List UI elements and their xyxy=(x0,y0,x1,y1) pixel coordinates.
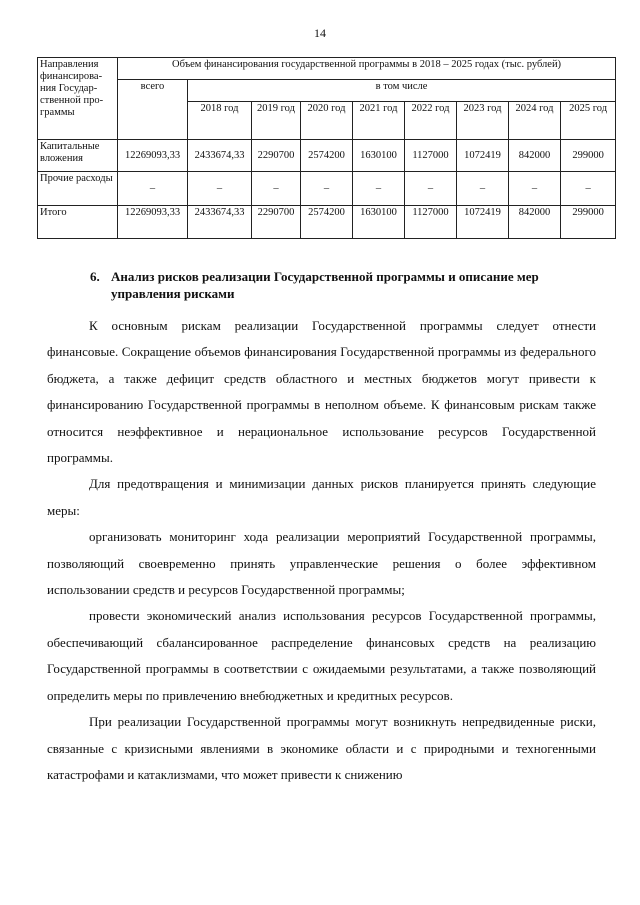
body-text xyxy=(47,313,596,788)
paragraph: К основным рискам реализации Государственной программы следует отнести финансовые. Сокращение объемов финансирования Государственной программы из федерального бюджета, а также дефицит средств областного и местных бюджетов могут привести к финансированию Государственной программы в неполном объеме. К финансовым рискам также относится неэффективное и нерациональное использование ресурсов Государственной программы. xyxy=(47,318,596,466)
table-cell: 2574200 xyxy=(301,140,353,172)
table-header-total: всего xyxy=(118,80,188,140)
financing-table xyxy=(37,57,616,239)
paragraph: организовать мониторинг хода реализации мероприятий Государственной программы, позволяющий своевременно принять управленческие решения о более эффективном использовании средств и ресурсов Государственной программы; xyxy=(47,529,596,598)
table-row xyxy=(38,140,616,172)
table-cell: – xyxy=(301,172,353,206)
table-header-year: 2021 год xyxy=(353,102,405,140)
table-cell: 299000 xyxy=(561,140,616,172)
table-header-year: 2019 год xyxy=(252,102,301,140)
table-header-year: 2022 год xyxy=(405,102,457,140)
section-title: Анализ рисков реализации Государственной программы и описание мер управления рисками xyxy=(111,269,539,301)
table-cell: 1072419 xyxy=(457,206,509,239)
table-cell: – xyxy=(353,172,405,206)
table-cell: 842000 xyxy=(509,140,561,172)
table-cell: 12269093,33 xyxy=(118,140,188,172)
table-cell: 1630100 xyxy=(353,206,405,239)
row-label: Итого xyxy=(38,206,118,239)
table-header-including: в том числе xyxy=(188,80,616,102)
table-cell: 2433674,33 xyxy=(188,140,252,172)
table-cell: – xyxy=(252,172,301,206)
table-cell: – xyxy=(188,172,252,206)
table-cell: 12269093,33 xyxy=(118,206,188,239)
row-label: Капитальные вложения xyxy=(38,140,118,172)
table-cell: – xyxy=(509,172,561,206)
table-cell: 2574200 xyxy=(301,206,353,239)
paragraph: провести экономический анализ использования ресурсов Государственной программы, обеспечивающий сбалансированное распределение финансовых средств на реализацию Государственной программы в соответствии с ожидаемыми результатами, а также позволяющий определить меры по привлечению внебюджетных и кредитных ресурсов. xyxy=(47,608,596,703)
table-cell: 1630100 xyxy=(353,140,405,172)
table-header-volume: Объем финансирования государственной программы в 2018 – 2025 годах (тыс. рублей) xyxy=(118,58,616,80)
table-cell: 299000 xyxy=(561,206,616,239)
table-cell: 2290700 xyxy=(252,140,301,172)
table-cell: 1127000 xyxy=(405,140,457,172)
section-heading xyxy=(90,268,610,302)
table-header-year: 2020 год xyxy=(301,102,353,140)
table-cell: – xyxy=(405,172,457,206)
row-label: Прочие расходы xyxy=(38,172,118,206)
table-row xyxy=(38,172,616,206)
section-number: 6. xyxy=(90,269,100,284)
table-cell: 842000 xyxy=(509,206,561,239)
table-cell: 2433674,33 xyxy=(188,206,252,239)
table-row xyxy=(38,206,616,239)
table-header-directions: Направления финансирова-ния Государ-ственной про-граммы xyxy=(38,58,118,140)
table-cell: – xyxy=(457,172,509,206)
paragraph: Для предотвращения и минимизации данных рисков планируется принять следующие меры: xyxy=(47,476,596,518)
table-cell: 2290700 xyxy=(252,206,301,239)
table-cell: – xyxy=(118,172,188,206)
paragraph: При реализации Государственной программы могут возникнуть непредвиденные риски, связанные с кризисными явлениями в экономике области и с природными и техногенными катастрофами и катаклизмами, что может привести к снижению xyxy=(47,714,596,782)
table-cell: 1127000 xyxy=(405,206,457,239)
table-header-year: 2023 год xyxy=(457,102,509,140)
table-header-year: 2025 год xyxy=(561,102,616,140)
page-number: 14 xyxy=(314,26,326,40)
table-cell: 1072419 xyxy=(457,140,509,172)
table-header-year: 2018 год xyxy=(188,102,252,140)
table-header-year: 2024 год xyxy=(509,102,561,140)
table-cell: – xyxy=(561,172,616,206)
